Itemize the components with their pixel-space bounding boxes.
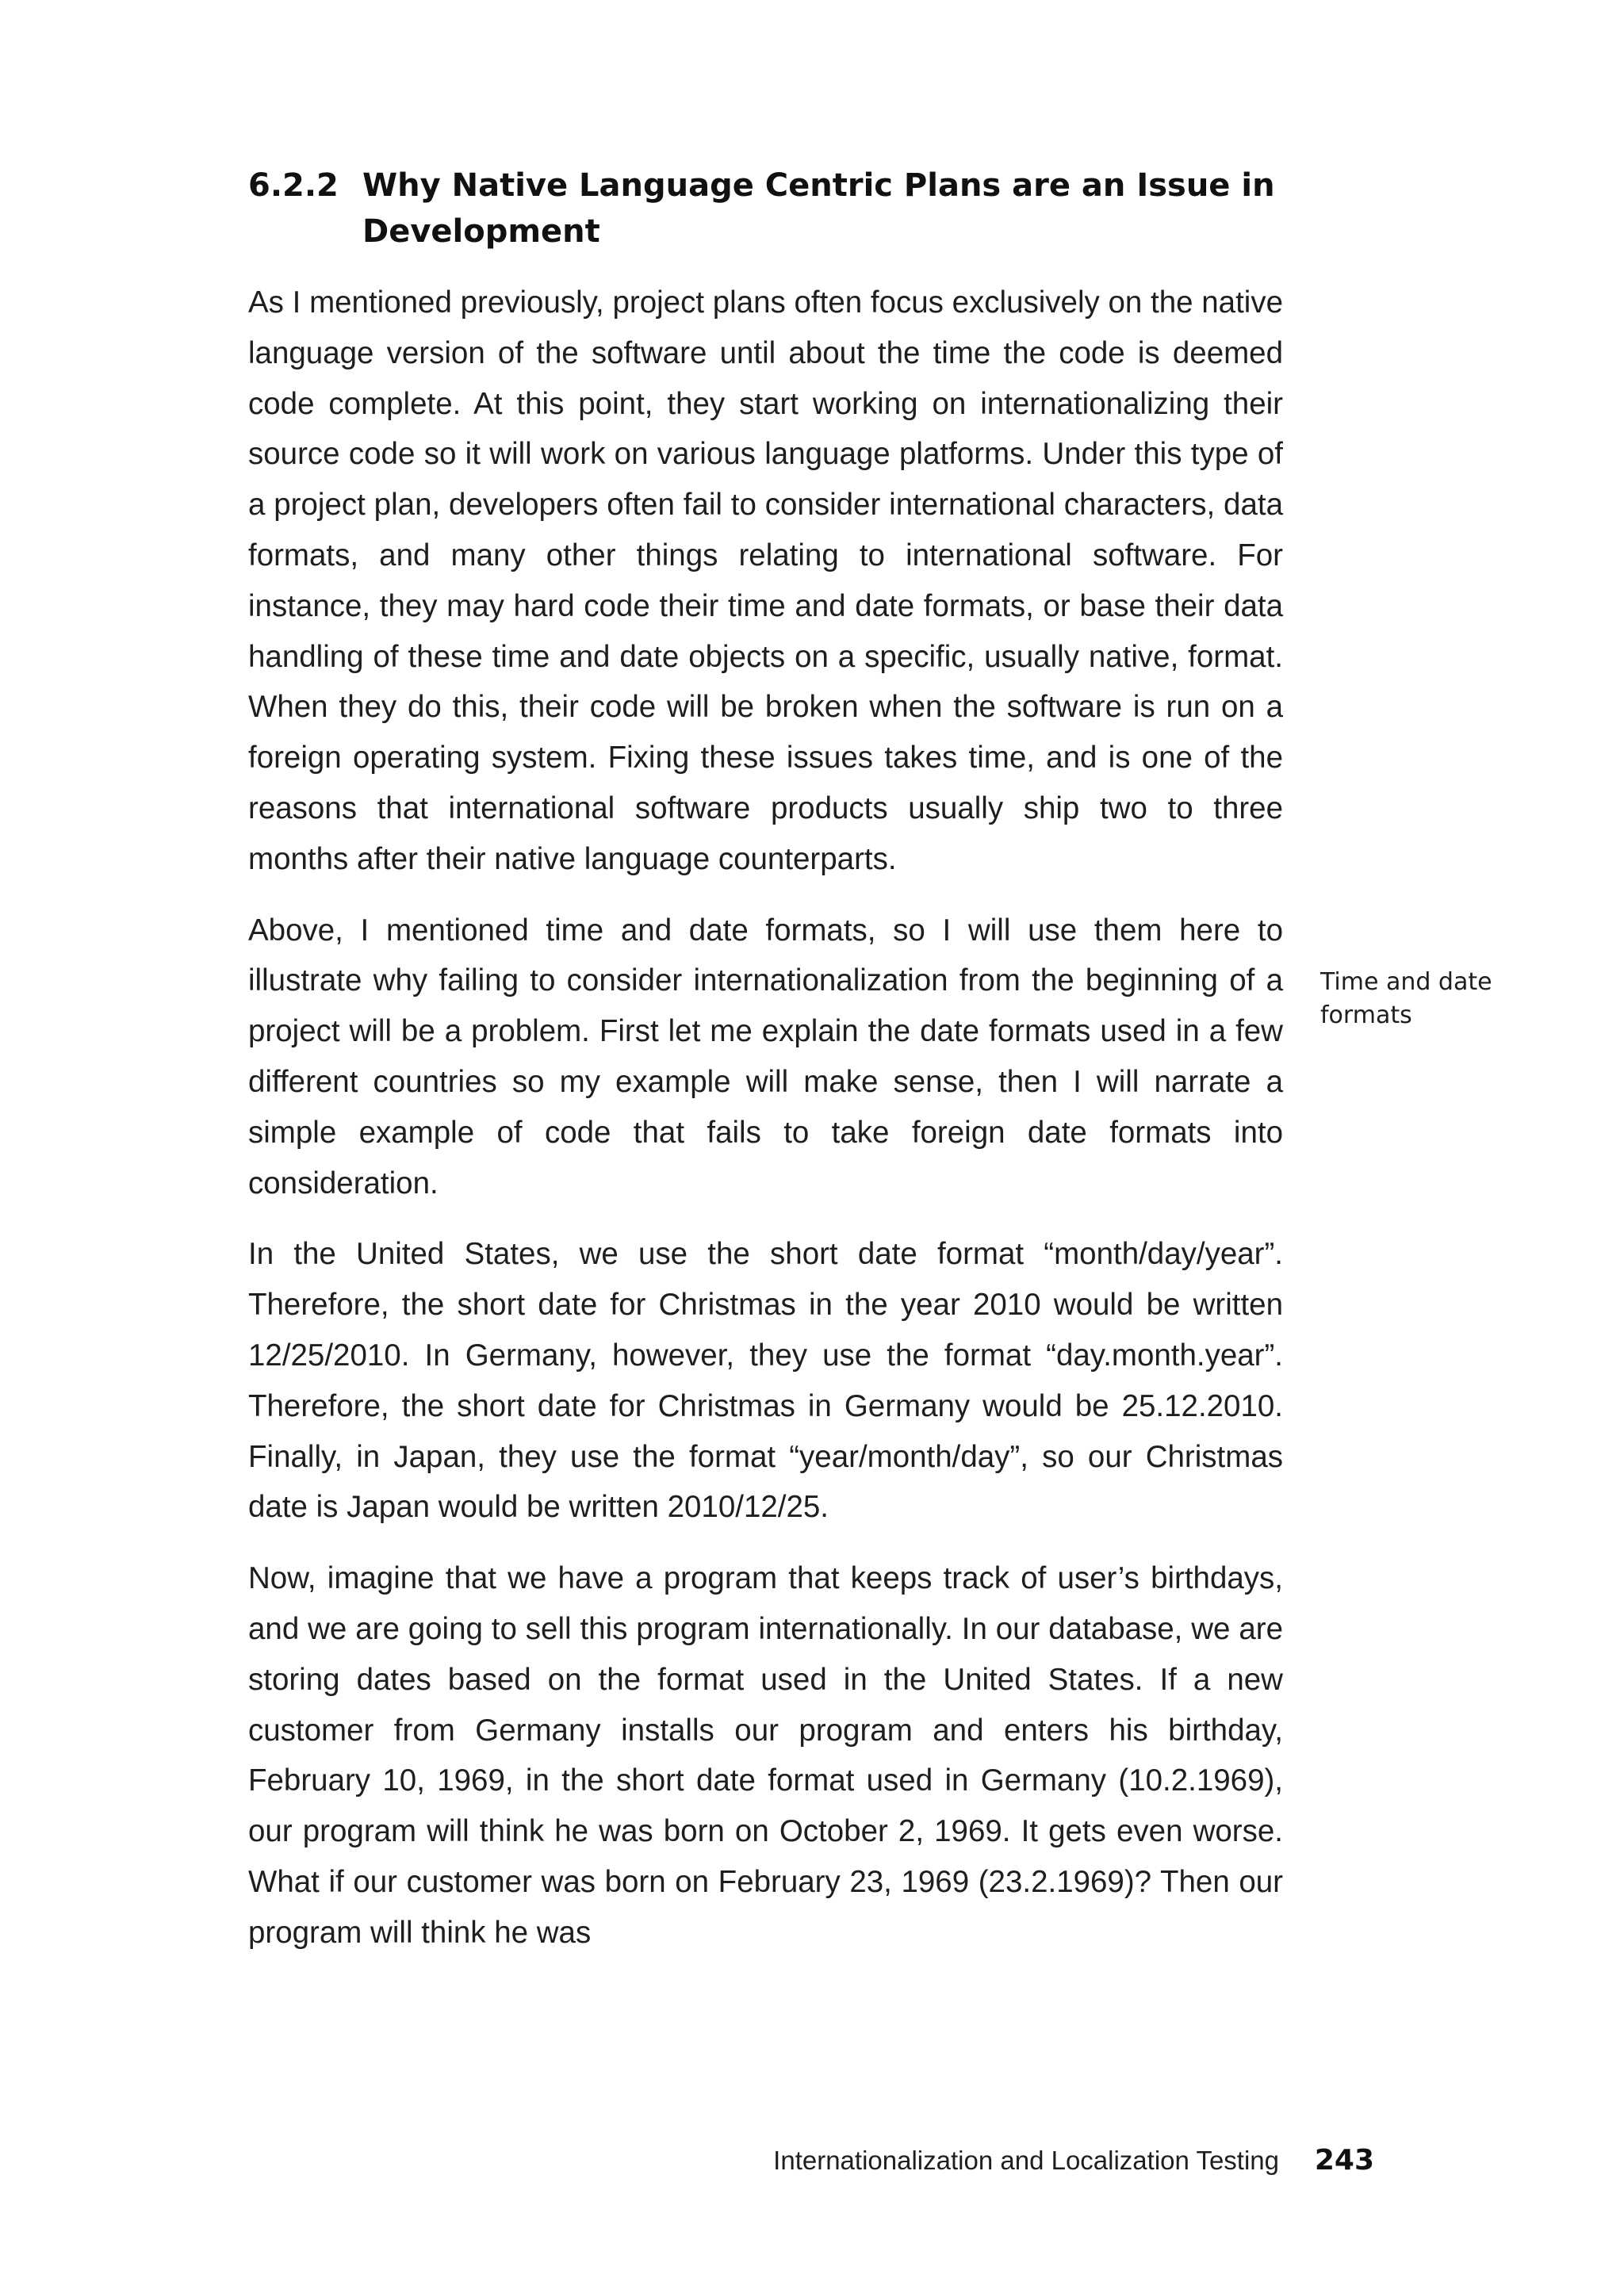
page-footer	[248, 2141, 1374, 2181]
paragraph: Above, I mentioned time and date formats, so I will use them here to illustrate why failing to consider internationalization from the beginning of a project will be a problem. First let me explain the date formats used in a few different countries so my example will make sense, then I will narrate a simple example of code that fails to take foreign date formats into consideration.	[248, 913, 1283, 1200]
page-number: 243	[1314, 2144, 1374, 2177]
body-text	[248, 278, 1283, 1979]
margin-note: Time and date formats	[1320, 968, 1492, 1029]
paragraph: Now, imagine that we have a program that keeps track of user’s birthdays, and we are going to sell this program internationally. In our database, we are storing dates based on the format used in the United States. If a new customer from Germany installs our program and enters his birthday, February 10, 1969, in the short date format used in Germany (10.2.1969), our program will think he was born on October 2, 1969. It gets even worse. What if our customer was born on February 23, 1969 (23.2.1969)? Then our program will think he was	[248, 1561, 1283, 1950]
section-number: 6.2.2	[248, 167, 339, 204]
running-title: Internationalization and Localization Testing	[773, 2146, 1279, 2175]
paragraph: In the United States, we use the short date format “month/day/year”. Therefore, the short date for Christmas in the year 2010 would be written 12/25/2010. In Germany, however, they use the format “day.month.year”. Therefore, the short date for Christmas in Germany would be 25.12.2010. Finally, in Japan, they use the format “year/month/day”, so our Christmas date is Japan would be written 2010/12/25.	[248, 1237, 1283, 1525]
section-title: Why Native Language Centric Plans are an Issue in Development	[362, 167, 1275, 250]
paragraph: As I mentioned previously, project plans often focus exclusively on the native language version of the software until about the time the code is deemed code complete. At this point, they start working on internationalizing their source code so it will work on various language platforms. Under this type of a project plan, developers often fail to consider international characters, data formats, and many other things relating to international software. For instance, they may hard code their time and date formats, or base their data handling of these time and date objects on a specific, usually native, format. When they do this, their code will be broken when the software is run on a foreign operating system. Fixing these issues takes time, and is one of the reasons that international software products usually ship two to three months after their native language counterparts.	[248, 285, 1283, 876]
